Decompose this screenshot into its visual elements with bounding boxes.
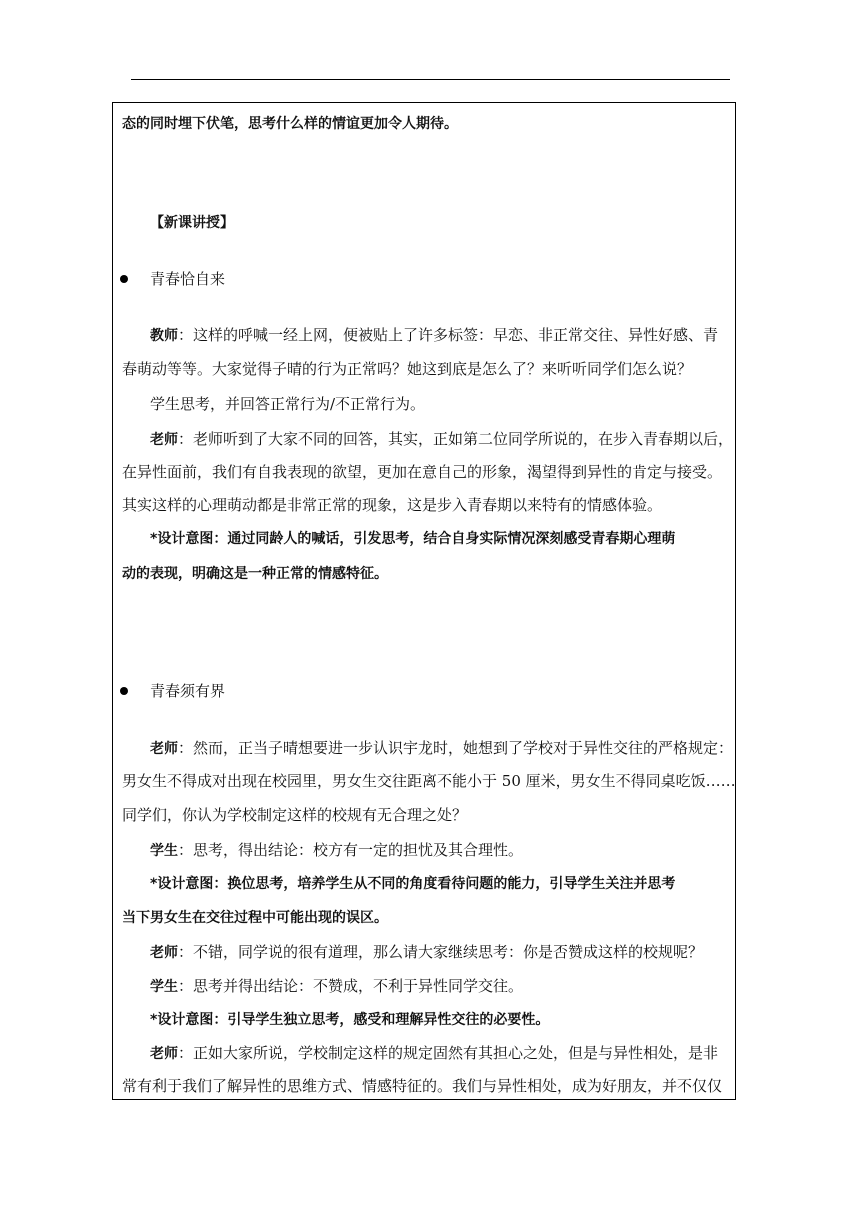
design-intent-line: *设计意图：引导学生独立思考，感受和理解异性交往的必要性。 [150,1012,550,1028]
paragraph-line [150,976,732,997]
paragraph-line: 学生思考，并回答正常行为/不正常行为。 [150,395,426,413]
section-heading: 【新课讲授】 [150,215,234,231]
paragraph-line [150,840,732,861]
speaker-label: 学生 [150,843,178,859]
speaker-label: 教师 [150,328,178,344]
design-intent-line: 动的表现，明确这是一种正常的情感特征。 [122,566,388,582]
paragraph-line [150,429,732,450]
paragraph-line: 男女生不得成对出现在校园里，男女生交往距离不能小于 50 厘米，男女生不得同桌吃饭…… [122,772,736,790]
speaker-text: ：这样的呼喊一经上网，便被贴上了许多标签：早恋、非正常交往、异性好感、青 [178,326,719,344]
bullet-label: 青春须有界 [150,682,226,700]
speaker-text: ：然而，正当子晴想要进一步认识宇龙时，她想到了学校对于异性交往的严格规定： [178,739,734,757]
speaker-text: ：不错，同学说的很有道理，那么请大家继续思考：你是否赞成这样的校规呢？ [178,943,704,961]
paragraph-line: 同学们，你认为学校制定这样的校规有无合理之处？ [122,806,468,824]
paragraph-line: 在异性面前，我们有自我表现的欲望，更加在意自己的形象，渴望得到异性的肯定与接受。 [122,463,723,481]
speaker-label: 老师 [150,741,178,757]
paragraph-line [150,325,732,346]
paragraph-line [150,942,732,963]
bullet-label: 青春恰自来 [150,270,226,288]
design-intent-line: 当下男女生在交往过程中可能出现的误区。 [122,910,388,926]
bullet-dot-icon [120,275,128,283]
bullet-dot-icon [120,687,128,695]
paragraph-line: 春萌动等等。大家觉得子晴的行为正常吗？她这到底是怎么了？来听听同学们怎么说？ [122,360,693,378]
speaker-label: 学生 [150,979,178,995]
speaker-label: 老师 [150,945,178,961]
speaker-text: ：正如大家所说，学校制定这样的规定固然有其担心之处，但是与异性相处，是非 [178,1044,719,1062]
design-intent-line: *设计意图：通过同龄人的喊话，引发思考，结合自身实际情况深刻感受青春期心理萌 [150,531,676,547]
paragraph-line [150,1043,732,1064]
paragraph-line [150,738,732,759]
speaker-text: ：思考，得出结论：校方有一定的担忧及其合理性。 [178,841,524,859]
speaker-label: 老师 [150,1046,178,1062]
header-rule [131,79,730,80]
paragraph-line: 常有利于我们了解异性的思维方式、情感特征的。我们与异性相处，成为好朋友，并不仅仅 [122,1077,723,1095]
text-line: 态的同时埋下伏笔，思考什么样的情谊更加令人期待。 [122,116,458,132]
speaker-text: ：思考并得出结论：不赞成，不利于异性同学交往。 [178,977,524,995]
speaker-label: 老师 [150,432,178,448]
speaker-text: ：老师听到了大家不同的回答，其实，正如第二位同学所说的，在步入青春期以后， [178,430,734,448]
design-intent-line: *设计意图：换位思考，培养学生从不同的角度看待问题的能力，引导学生关注并思考 [150,876,676,892]
paragraph-line: 其实这样的心理萌动都是非常正常的现象，这是步入青春期以来特有的情感体验。 [122,496,663,514]
